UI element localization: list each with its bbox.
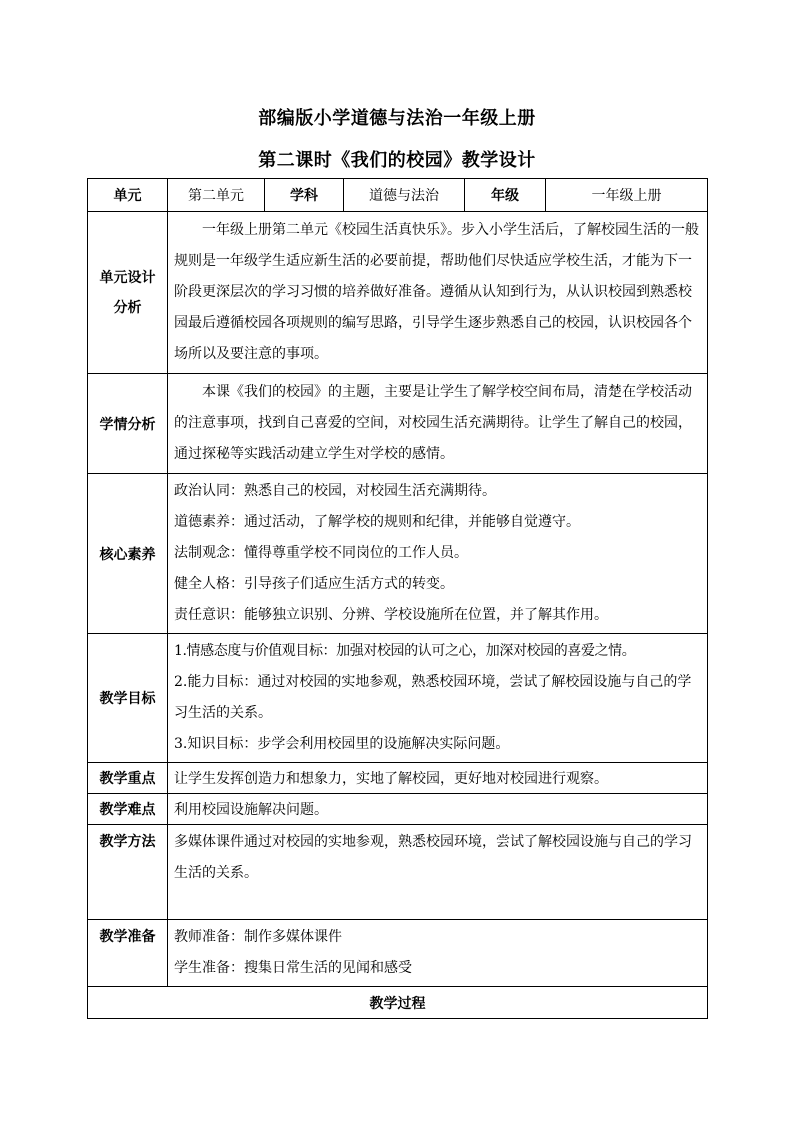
unit-label: 单元 — [88, 179, 168, 212]
teacher-preparation: 教师准备：制作多媒体课件 — [174, 929, 342, 945]
core-literacy-item: 道德素养：通过活动，了解学校的规则和纪律，并能够自觉遵守。 — [174, 514, 580, 530]
unit-analysis-row — [88, 212, 708, 374]
teaching-goal-item: 2.能力目标：通过对校园的实地参观，熟悉校园环境，尝试了解校园设施与自己的学习生活的关系。 — [174, 674, 692, 721]
methods-label: 教学方法 — [88, 825, 168, 920]
core-literacy-label: 核心素养 — [88, 474, 168, 634]
core-literacy-item: 法制观念：懂得尊重学校不同岗位的工作人员。 — [174, 545, 468, 561]
teaching-goals-row — [88, 634, 708, 763]
methods-text: 多媒体课件通过对校园的实地参观，熟悉校园环境，尝试了解校园设施与自己的学习生活的关系。 — [168, 825, 708, 920]
process-row — [88, 987, 708, 1019]
grade-label: 年级 — [465, 179, 546, 212]
subject-value: 道德与法治 — [344, 179, 465, 212]
process-heading: 教学过程 — [88, 987, 708, 1019]
document-subtitle: 第二课时《我们的校园》教学设计 — [258, 150, 536, 171]
preparation-list — [168, 920, 708, 987]
unit-analysis-label-line1: 单元设计 — [99, 269, 156, 286]
key-points-text: 让学生发挥创造力和想象力，实地了解校园，更好地对校园进行观察。 — [168, 763, 708, 794]
learning-analysis-row — [88, 374, 708, 474]
learning-analysis-label: 学情分析 — [88, 374, 168, 474]
header-row — [88, 179, 708, 212]
difficulties-row — [88, 794, 708, 825]
unit-analysis-label-line2: 分析 — [113, 299, 142, 316]
teaching-goal-item: 3.知识目标：步学会利用校园里的设施解决实际问题。 — [174, 736, 510, 752]
preparation-row — [88, 920, 708, 987]
difficulties-text: 利用校园设施解决问题。 — [168, 794, 708, 825]
document-title: 部编版小学道德与法治一年级上册 — [258, 108, 536, 129]
difficulties-label: 教学难点 — [88, 794, 168, 825]
key-points-row — [88, 763, 708, 794]
subject-label: 学科 — [265, 179, 344, 212]
core-literacy-row — [88, 474, 708, 634]
core-literacy-item: 责任意识：能够独立识别、分辨、学校设施所在位置，并了解其作用。 — [174, 607, 608, 623]
teaching-goal-item: 1.情感态度与价值观目标：加强对校园的认可之心，加深对校园的喜爱之情。 — [174, 643, 636, 659]
methods-row — [88, 825, 708, 920]
lesson-plan-table — [87, 178, 708, 1019]
grade-value: 一年级上册 — [546, 179, 708, 212]
unit-value: 第二单元 — [168, 179, 265, 212]
key-points-label: 教学重点 — [88, 763, 168, 794]
teaching-goals-label: 教学目标 — [88, 634, 168, 763]
preparation-label: 教学准备 — [88, 920, 168, 987]
core-literacy-item: 政治认同：熟悉自己的校园，对校园生活充满期待。 — [174, 483, 496, 499]
learning-analysis-text: 本课《我们的校园》的主题，主要是让学生了解学校空间布局，清楚在学校活动的注意事项，找到自己喜爱的空间，对校园生活充满期待。让学生了解自己的校园，通过探秘等实践活动建立学生对学校的感情。 — [168, 374, 708, 474]
unit-analysis-text: 一年级上册第二单元《校园生活真快乐》。步入小学生活后，了解校园生活的一般规则是一年级学生适应新生活的必要前提，帮助他们尽快适应学校生活，才能为下一阶段更深层次的学习习惯的培养做好准备。遵循从认知到行为，从认识校园到熟悉校园最后遵循校园各项规则的编写思路，引导学生逐步熟悉自己的校园，认识校园各个场所以及要注意的事项。 — [168, 212, 708, 374]
core-literacy-item: 健全人格：引导孩子们适应生活方式的转变。 — [174, 576, 454, 592]
unit-analysis-label — [88, 212, 168, 374]
student-preparation: 学生准备：搜集日常生活的见闻和感受 — [174, 960, 412, 976]
teaching-goals-list — [168, 634, 708, 763]
core-literacy-list — [168, 474, 708, 634]
